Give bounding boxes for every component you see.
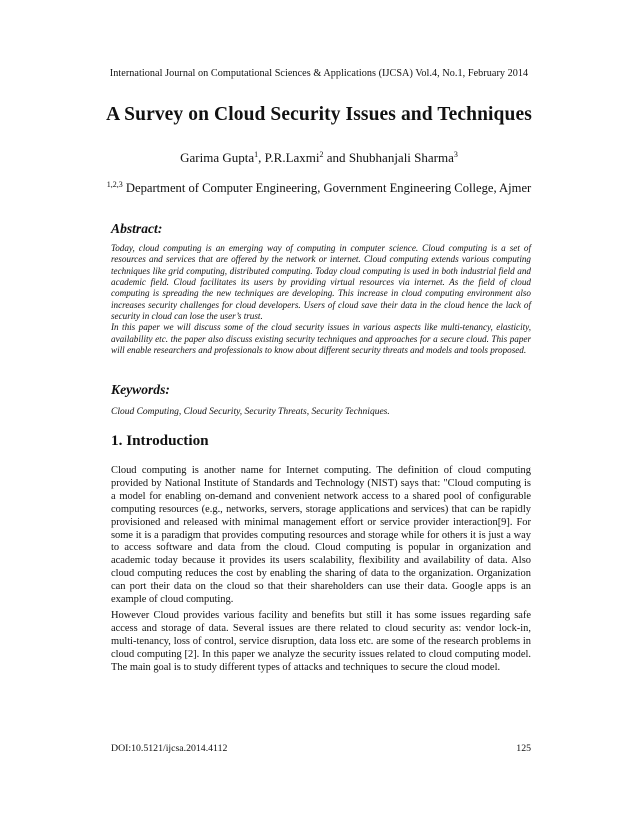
author-separator: and: [323, 150, 349, 165]
author-name: P.R.Laxmi: [264, 150, 320, 165]
journal-header: International Journal on Computational Sciences & Applications (IJCSA) Vol.4, No.1, February 2014: [109, 68, 529, 79]
author-affiliation-mark: 3: [453, 150, 458, 159]
keywords-heading: Keywords:: [111, 382, 170, 397]
paper-title: A Survey on Cloud Security Issues and Techniques: [106, 104, 532, 125]
keywords-text: Cloud Computing, Cloud Security, Security Threats, Security Techniques.: [111, 407, 390, 417]
author-list: [0, 150, 638, 166]
footer-doi: DOI:10.5121/ijcsa.2014.4112: [111, 743, 228, 754]
abstract-heading: Abstract:: [111, 221, 163, 236]
author-name: Shubhanjali Sharma: [348, 150, 454, 165]
paragraph-text: However Cloud provides various facility and benefits but still it has some issues regarding safe access and storage of data. Several issues are there related to cloud security as: vendor lock-in, multi-tenancy, loss of control, service disruption, data loss etc. are some of the research problems in cloud computing [2]. In this paper we analyze the security issues related to cloud computing model. The main goal is to study different types of attacks and techniques to secure the cloud model.: [111, 610, 531, 673]
footer-page-number: 125: [516, 743, 531, 754]
abstract-body: [111, 243, 531, 356]
section-heading-introduction: 1. Introduction: [111, 432, 209, 449]
author-affiliation-mark: 1: [254, 150, 259, 159]
affiliation-text: Department of Computer Engineering, Government Engineering College, Ajmer: [122, 181, 532, 195]
introduction-paragraph: [111, 465, 531, 607]
introduction-paragraph: [111, 610, 531, 675]
author-affiliation-mark: 2: [319, 150, 324, 159]
affiliation-marks: 1,2,3: [106, 180, 123, 189]
author-name: Garima Gupta: [180, 150, 255, 165]
paragraph-text: Cloud computing is another name for Internet computing. The definition of cloud computing provided by National Institute of Standards and Technology (NIST) says that: "Cloud computing is a model for enabling on-demand and convenient network access to a shared pool of configurable computing resources (e.g., networks, servers, storage applications and services) that can be rapidly provisioned and released with minimal management effort or service provider interaction[9]. For some it is a paradigm that provides computing resources and storage while for others it is just a way to access software and data from the cloud. Cloud computing is popular in organization and academic today because it provides its users scalability, flexibility and availability of data. Also cloud computing reduces the cost by enabling the sharing of data to the organization. Organization can port their data on the cloud so that their shareholders can use their data. Google apps is an example of cloud computing.: [111, 465, 531, 606]
author-separator: ,: [258, 150, 265, 165]
abstract-paragraph: Today, cloud computing is an emerging way of computing in computer science. Cloud computing is a set of resources and services that are offered by the network or internet. Cloud computing extends various computing techniques like grid computing, distributed computing. Today cloud computing is used in both industrial field and academic field. Cloud facilitates its users by providing virtual resources via internet. As the field of cloud computing is spreading the new techniques are developing. This increase in cloud computing environment also increases security challenges for cloud developers. Users of cloud save their data in the cloud hence the lack of security in cloud can lose the user’s trust.: [111, 243, 531, 322]
abstract-paragraph: In this paper we will discuss some of the cloud security issues in various aspects like multi-tenancy, elasticity, availability etc. the paper also discuss existing security techniques and approaches for a secure cloud. This paper will enable researchers and professionals to know about different security threats and models and tools proposed.: [111, 322, 531, 356]
affiliation: [0, 181, 638, 196]
